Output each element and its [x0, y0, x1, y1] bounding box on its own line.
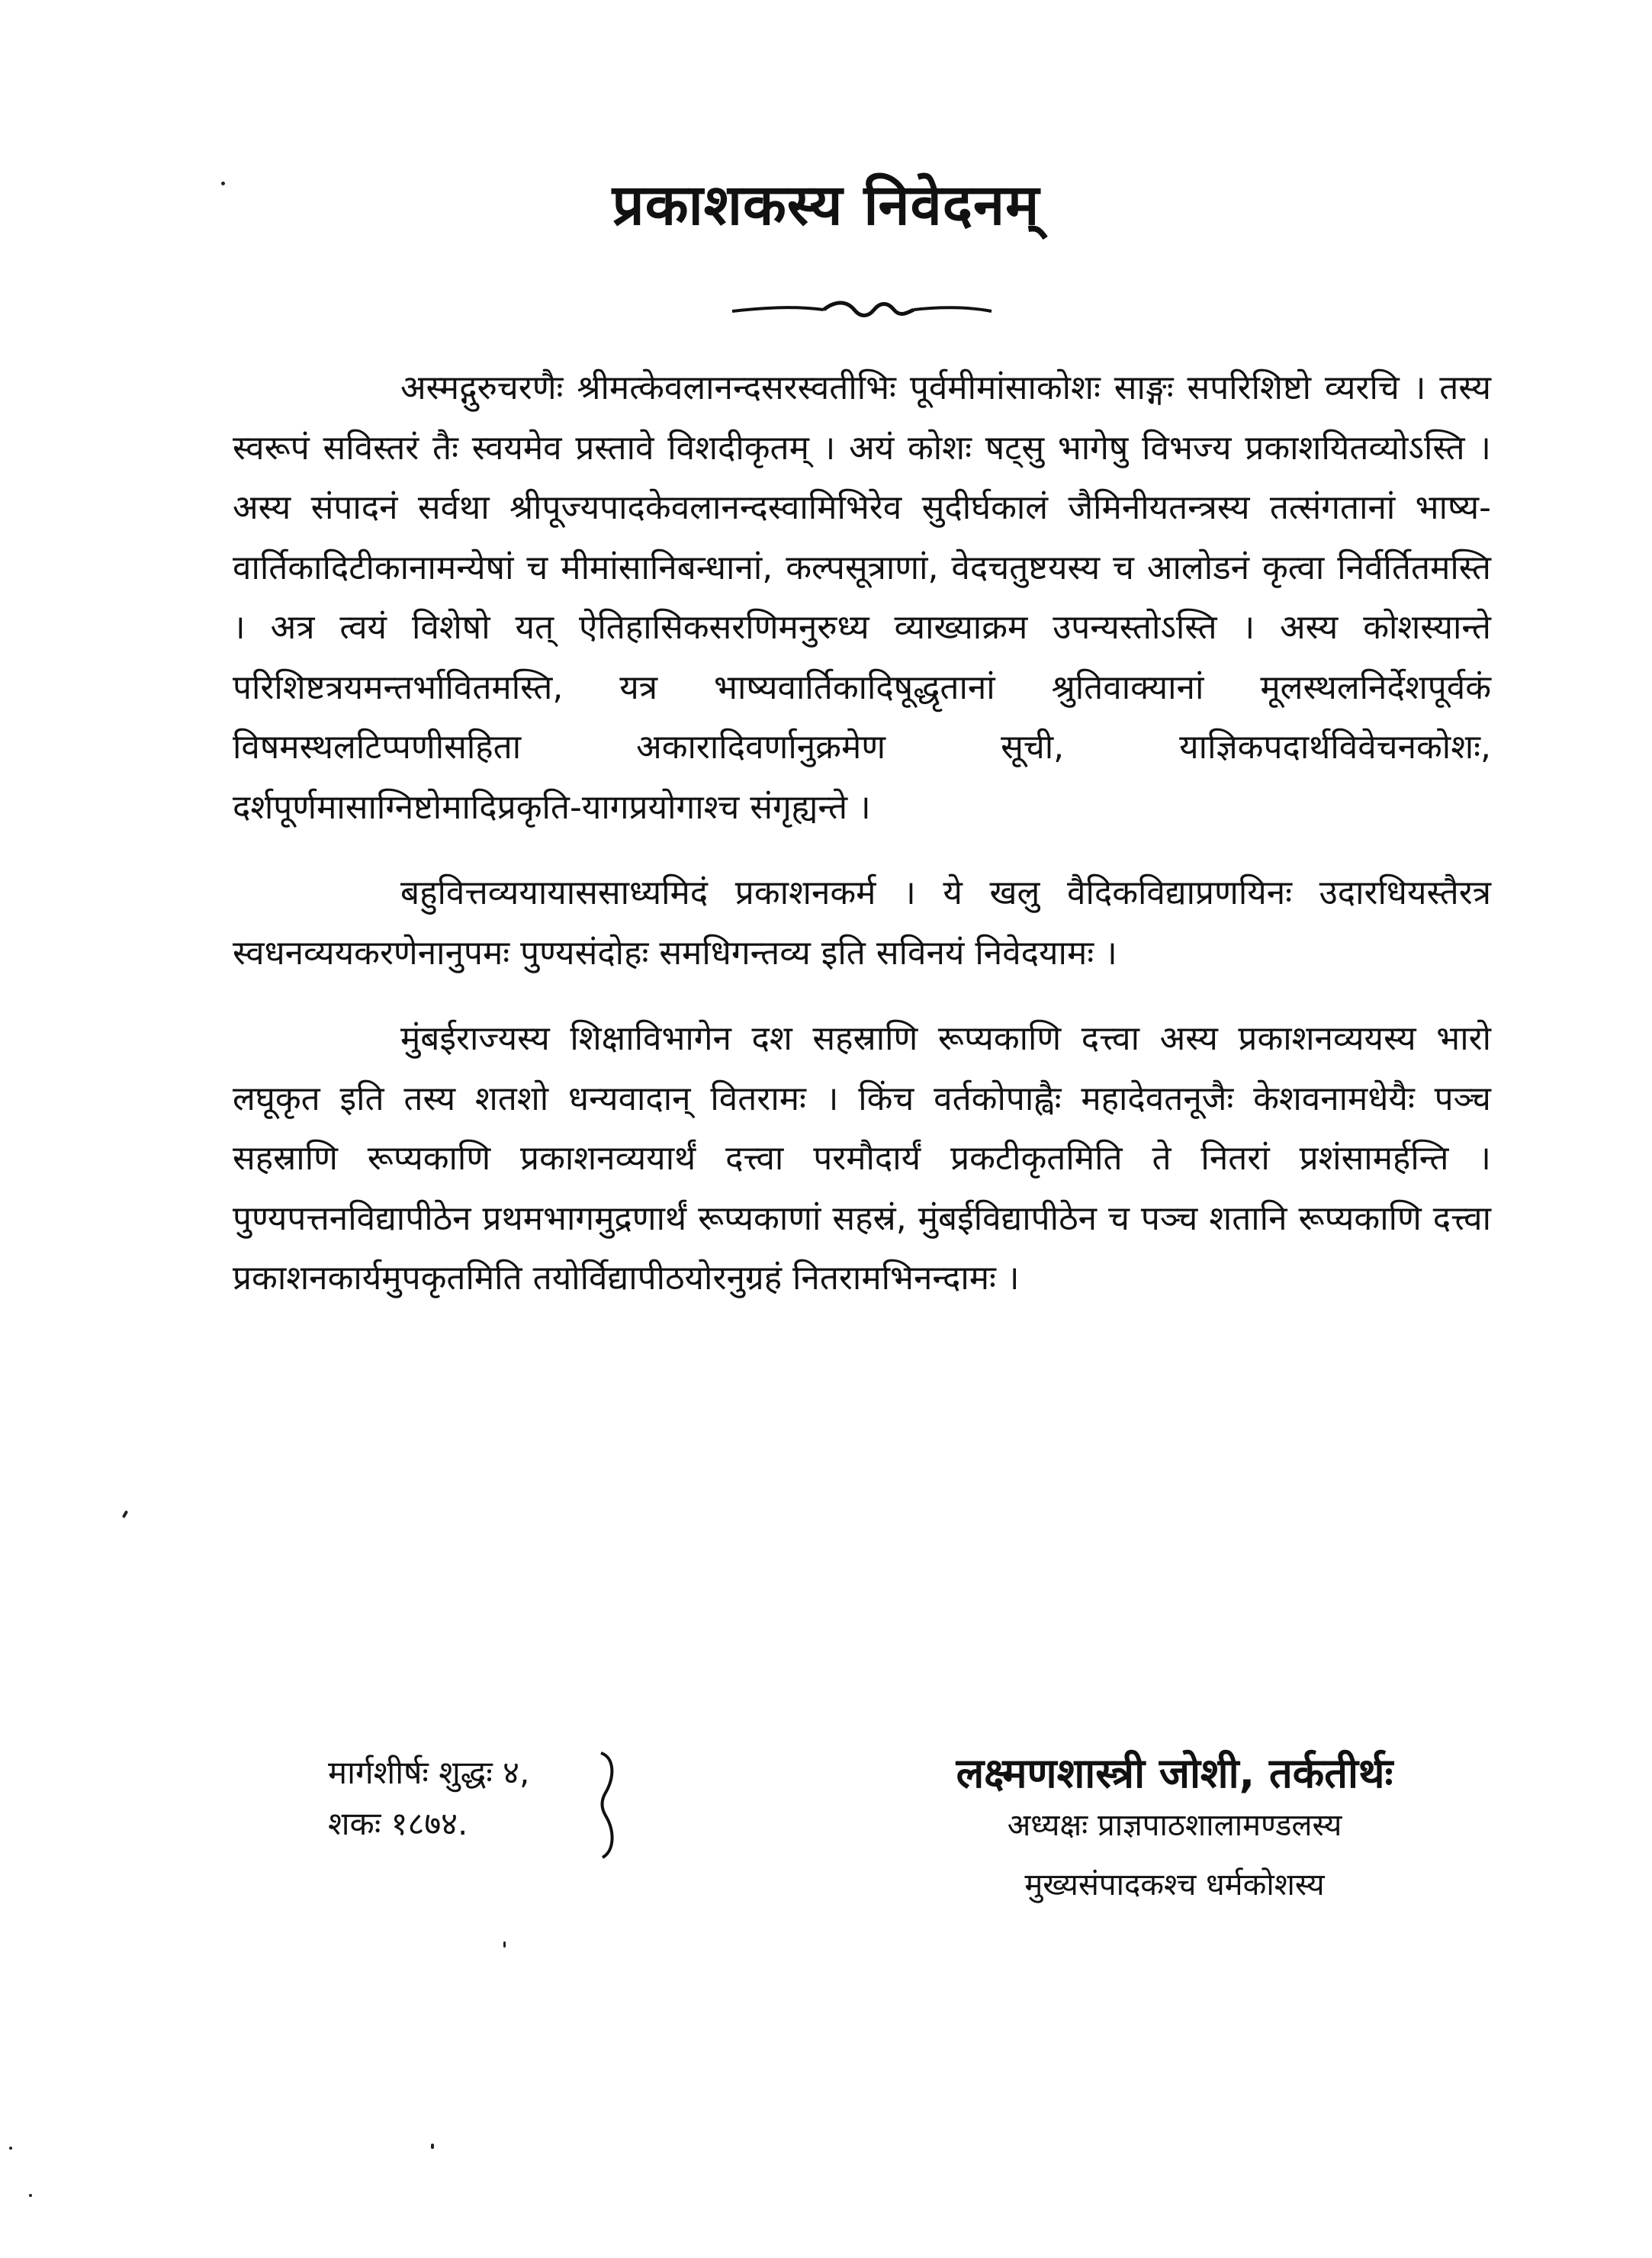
date-line-1: मार्गशीर्षः शुद्धः ४,: [328, 1754, 530, 1791]
signatory-role-2: मुख्यसंपादकश्च धर्मकोशस्य: [1024, 1867, 1325, 1903]
body-text: [233, 359, 1491, 1335]
page-title: प्रकाशकस्य निवेदनम्: [612, 172, 1040, 238]
paragraph-3: मुंबईराज्यस्य शिक्षाविभागेन दश सहस्राणि रूप्यकाणि दत्त्वा अस्य प्रकाशनव्ययस्य भारो लघूकृत इति तस्य शतशो धन्यवादान् वितरामः । किंच वर्तकोपाह्वैः महादेवतनूजैः केशवनामधेयैः पञ्च सहस्राणि रूप्यकाणि प्रकाशनव्ययार्थं दत्त्वा परमौदार्यं प्रकटीकृतमिति ते नितरां प्रशंसामर्हन्ति । पुण्यपत्तनविद्यापीठेन प्रथमभागमुद्रणार्थं रूप्यकाणां सहस्रं, मुंबईविद्यापीठेन च पञ्च शतानि रूप्यकाणि दत्त्वा प्रकाशनकार्यमुपकृतमिति तयोर्विद्यापीठयोरनुग्रहं नितरामभिनन्दामः ।: [233, 1019, 1491, 1298]
print-speck: [503, 1941, 506, 1948]
ornament-divider: [725, 290, 999, 328]
print-speck: [431, 2144, 434, 2149]
print-speck: [221, 182, 225, 185]
paragraph-1: अस्मद्गुरुचरणैः श्रीमत्केवलानन्दसरस्वतीभिः पूर्वमीमांसाकोशः साङ्गः सपरिशिष्टो व्यरचि । तस्य स्वरूपं सविस्तरं तैः स्वयमेव प्रस्तावे विशदीकृतम् । अयं कोशः षट्सु भागेषु विभज्य प्रकाशयितव्योऽस्ति । अस्य संपादनं सर्वथा श्रीपूज्यपादकेवलानन्दस्वामिभिरेव सुदीर्घकालं जैमिनीयतन्त्रस्य तत्संगतानां भाष्य-वार्तिकादिटीकानामन्येषां च मीमांसानिबन्धानां, कल्पसूत्राणां, वेदचतुष्टयस्य च आलोडनं कृत्वा निर्वर्तितमस्ति । अत्र त्वयं विशेषो यत् ऐतिहासिकसरणिमनुरुध्य व्याख्याक्रम उपन्यस्तोऽस्ति । अस्य कोशस्यान्ते परिशिष्टत्रयमन्तर्भावितमस्ति, यत्र भाष्यवार्तिकादिषूद्धृतानां श्रुतिवाक्यानां मूलस्थलनिर्देशपूर्वकं विषमस्थलटिप्पणीसहिता अकारादिवर्णानुक्रमेण सूची, याज्ञिकपदार्थविवेचनकोशः, दर्शपूर्णमासाग्निष्टोमादिप्रकृति-यागप्रयोगाश्च संगृह्यन्ते ।: [233, 368, 1491, 827]
print-speck: [29, 2194, 32, 2197]
signature-block: [831, 1747, 1518, 1910]
print-speck: [9, 2147, 12, 2150]
date-block: [328, 1747, 529, 1849]
brace-icon: [595, 1747, 625, 1861]
signatory-name: लक्ष्मणशास्त्री जोशी, तर्कतीर्थः: [956, 1749, 1393, 1797]
print-speck: [122, 1510, 128, 1519]
signatory-role-1: अध्यक्षः प्राज्ञपाठशालामण्डलस्य: [1007, 1808, 1342, 1843]
paragraph-2: बहुवित्तव्ययायाससाध्यमिदं प्रकाशनकर्म । ये खलु वैदिकविद्याप्रणयिनः उदारधियस्तैरत्र स्वधनव्ययकरणेनानुपमः पुण्यसंदोहः समधिगन्तव्य इति सविनयं निवेदयामः ।: [233, 873, 1491, 973]
date-line-2: शकः १८७४.: [328, 1805, 468, 1842]
